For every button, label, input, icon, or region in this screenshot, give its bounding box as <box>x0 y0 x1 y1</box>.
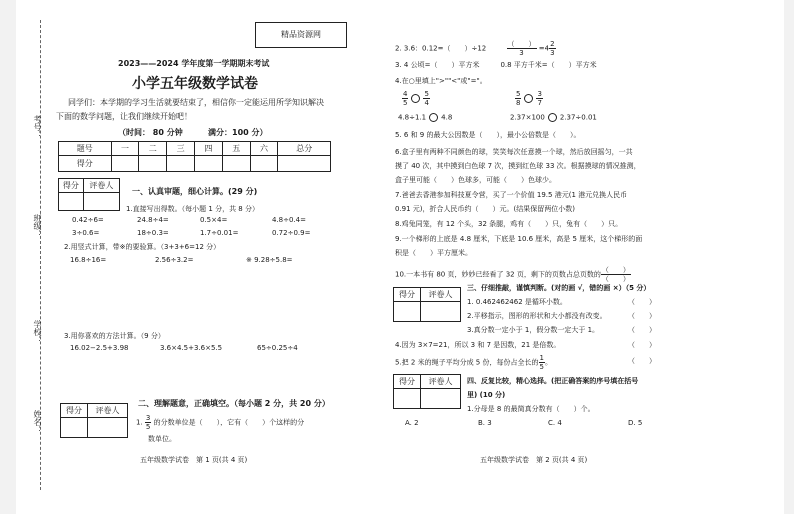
choice-option-d[interactable]: D. 5 <box>628 419 643 427</box>
full-score: 满分：100 分） <box>208 128 268 137</box>
choice-option-a[interactable]: A. 2 <box>405 419 419 427</box>
fill-q10: 10.一本书有 80 页，妙妙已经看了 32 页，剩下的页数占总页数的 $\frac{( )}{( )}$ <box>395 266 630 283</box>
q2-instruction: 2.用竖式计算，带※的要验算。（3+3+6=12 分） <box>64 243 221 251</box>
compare-row-2: 4.8÷1.1 4.8 <box>398 113 453 122</box>
side-label-name: 姓名： <box>33 410 42 434</box>
grader-name-label: 评卷人 <box>88 404 128 418</box>
calc-item: 0.42÷6= <box>72 216 104 224</box>
fill-q1-number: 1. <box>136 418 143 427</box>
grader-score-label: 得分 <box>394 375 421 389</box>
calc-item: 1.7÷0.01= <box>200 229 239 237</box>
score-header: 总分 <box>278 142 331 156</box>
grader-name-label: 评卷人 <box>83 179 119 193</box>
score-cell[interactable] <box>111 156 139 172</box>
grader-name-cell[interactable] <box>88 418 128 438</box>
exam-header: 2023——2024 学年度第一学期期末考试 <box>118 59 270 68</box>
section-4-title-2: 里) (10 分) <box>467 391 506 399</box>
exam-time: （时间： 80 分钟 <box>118 128 183 137</box>
judge-answer[interactable]: （ ） <box>628 357 656 365</box>
score-header: 三 <box>167 142 195 156</box>
fill-q4: 4.在○里填上">""<"或"="。 <box>395 77 487 85</box>
score-header: 六 <box>250 142 278 156</box>
grader-name-cell[interactable] <box>421 389 461 409</box>
score-cell[interactable] <box>194 156 222 172</box>
grader-name-label: 评卷人 <box>421 375 461 389</box>
section-4-title-1: 四、反复比较，精心选择。(把正确答案的序号填在括号 <box>467 377 639 385</box>
score-table <box>58 141 331 172</box>
score-header: 二 <box>139 142 167 156</box>
judge-item: 4.因为 3×7=21，所以 3 和 7 是因数，21 是倍数。 <box>395 341 561 349</box>
simplify-item: 16.02−2.5+3.98 <box>70 344 129 352</box>
fill-q1-cont: 数单位。 <box>148 435 176 443</box>
simplify-item: 65÷0.25÷4 <box>257 344 298 352</box>
fill-q6-line2: 摸了 40 次，其中摸到白色球 7 次，摸到红色球 33 次。根据摸球的情况推测， <box>395 162 641 170</box>
score-cell[interactable] <box>139 156 167 172</box>
scan-margin-left <box>0 0 16 514</box>
score-cell[interactable] <box>222 156 250 172</box>
section-2-title: 二、理解题意，正确填空。（每小题 2 分，共 20 分） <box>138 399 330 408</box>
fill-q3: 3. 4 公顷=（ ）平方米 0.8 平方千米=（ ）平方米 <box>395 61 597 69</box>
fraction-blank: $\frac{( )}{( )}$ <box>601 266 630 283</box>
judge-item: 2.平移指示，图形的形状和大小都没有改变。 <box>467 312 607 320</box>
score-cell[interactable] <box>250 156 278 172</box>
fill-q9-line2: 积是（ ）平方厘米。 <box>395 249 472 257</box>
grader-score-cell[interactable] <box>61 418 88 438</box>
section-3-title: 三、仔细推敲，谨慎判断。(对的画 √，错的画 ×）（5 分） <box>467 284 651 292</box>
compare-circle[interactable] <box>524 94 533 103</box>
vertical-calc-item: 2.56÷3.2= <box>155 256 194 264</box>
score-cell[interactable] <box>278 156 331 172</box>
judge-item: 3.真分数一定小于 1，假分数一定大于 1。 <box>467 326 600 334</box>
score-cell[interactable] <box>167 156 195 172</box>
grader-name-label: 评卷人 <box>421 288 461 302</box>
score-row-label: 得分 <box>59 156 112 172</box>
grader-name-cell[interactable] <box>83 193 119 211</box>
compare-circle[interactable] <box>548 113 557 122</box>
intro-line-1: 同学们：本学期的学习生活就要结束了，相信你一定能运用所学知识解决 <box>68 98 324 107</box>
stamp-box: 精品资源网 <box>255 22 347 48</box>
choice-option-b[interactable]: B. 3 <box>478 419 492 427</box>
score-header: 题号 <box>59 142 112 156</box>
fill-q9-line1: 9.一个梯形的上底是 4.8 厘米，下底是 10.6 厘米，高是 5 厘米，这个梯形的面 <box>395 235 643 243</box>
judge-item: 1. 0.462462462 是循环小数。 <box>467 298 567 306</box>
vertical-calc-item: 16.8÷16= <box>70 256 107 264</box>
fill-q8: 8.鸡兔同笼，有 12 个头，32 条腿，鸡有（ ）只，兔有（ ）只。 <box>395 220 623 228</box>
grader-box-4 <box>393 374 461 409</box>
grader-box-2 <box>60 403 128 438</box>
fill-q5: 5. 6 和 9 的最大公因数是（ ），最小公倍数是（ ）。 <box>395 131 581 139</box>
fill-q6-line3: 盒子里可能（ ）色球多，可能（ ）色球少。 <box>395 176 556 184</box>
intro-line-2: 下面的数学问题，让我们继续开始吧！ <box>56 112 192 121</box>
calc-item: 4.8÷0.4= <box>272 216 306 224</box>
compare-circle[interactable] <box>411 94 420 103</box>
fill-q1 <box>136 414 304 431</box>
judge-answer[interactable]: （ ） <box>628 341 656 349</box>
calc-item: 3÷0.6= <box>72 229 100 237</box>
mixed-fraction: $\frac{2}{3}$ <box>550 40 555 57</box>
page-title: 小学五年级数学试卷 <box>132 76 258 92</box>
grader-score-label: 得分 <box>61 404 88 418</box>
calc-item: 0.5×4= <box>200 216 228 224</box>
calc-item: 18÷0.3= <box>137 229 169 237</box>
fraction: $\frac{3}{5}$ <box>145 414 151 431</box>
grader-box-1 <box>58 178 120 211</box>
fill-q7-line2: 0.91 元)，折合人民币约（ ）元。(结果保留两位小数) <box>395 205 576 213</box>
side-label-exam-no: 考号： <box>33 115 42 139</box>
section-1-title: 一、认真审题，细心计算。(29 分) <box>132 187 258 196</box>
fraction-blank: $\frac{( )}{3}$ <box>507 40 536 57</box>
grader-score-label: 得分 <box>394 288 421 302</box>
score-header: 五 <box>222 142 250 156</box>
choice-q1: 1.分母是 8 的最简真分数有（ ）个。 <box>467 405 595 413</box>
fill-q6-line1: 6.盒子里有两种不同颜色的球，笑笑每次任意摸一个球，然后放回摇匀，一共 <box>395 148 633 156</box>
q1-instruction: 1.直接写出得数。（每小题 1 分，共 8 分） <box>126 205 259 213</box>
grader-score-label: 得分 <box>59 179 84 193</box>
scan-margin-right <box>784 0 794 514</box>
footer-left: 五年级数学试卷 第 1 页(共 4 页) <box>140 456 248 464</box>
grader-box-3 <box>393 287 461 322</box>
calc-item: 0.72÷0.9= <box>272 229 311 237</box>
score-header: 四 <box>194 142 222 156</box>
footer-right: 五年级数学试卷 第 2 页(共 4 页) <box>480 456 588 464</box>
judge-item: 5.把 2 米的绳子平均分成 5 份，每份占全长的 $\frac{1}{5}$ 。 <box>395 354 552 371</box>
q3-instruction: 3.用你喜欢的方法计算。（9 分） <box>64 332 165 340</box>
grader-score-cell[interactable] <box>394 389 421 409</box>
fill-q1-text: 的分数单位是（ ），它有（ ）个这样的分 <box>153 418 305 427</box>
fill-q2: 2. 3.6：0.12=（ ）÷12 $\frac{( )}{3}$ =4 $\frac{2}{3}$ <box>395 40 555 57</box>
compare-row-1b: $\frac{5}{8}$ $\frac{3}{7}$ <box>516 90 542 107</box>
calc-item: 24.8÷4= <box>137 216 169 224</box>
grader-score-cell[interactable] <box>394 302 421 322</box>
grader-score-cell[interactable] <box>59 193 84 211</box>
judge-answer[interactable]: （ ） <box>628 326 656 334</box>
grader-name-cell[interactable] <box>421 302 461 322</box>
compare-circle[interactable] <box>429 113 438 122</box>
judge-answer[interactable]: （ ） <box>628 298 656 306</box>
side-label-class: 班级： <box>33 214 42 238</box>
judge-answer[interactable]: （ ） <box>628 312 656 320</box>
compare-row-1: $\frac{4}{5}$ $\frac{5}{4}$ <box>403 90 429 107</box>
vertical-calc-item: ※ 9.28÷5.8= <box>246 256 293 264</box>
choice-option-c[interactable]: C. 4 <box>548 419 562 427</box>
side-label-school: 学校： <box>33 320 42 344</box>
fill-q7-line1: 7.爸爸去香港参加科技夏令营，买了一个价值 19.5 港元(1 港元兑换人民币 <box>395 191 628 199</box>
compare-row-2b: 2.37×100 2.37÷0.01 <box>510 113 597 122</box>
simplify-item: 3.6×4.5+3.6×5.5 <box>160 344 223 352</box>
score-header: 一 <box>111 142 139 156</box>
